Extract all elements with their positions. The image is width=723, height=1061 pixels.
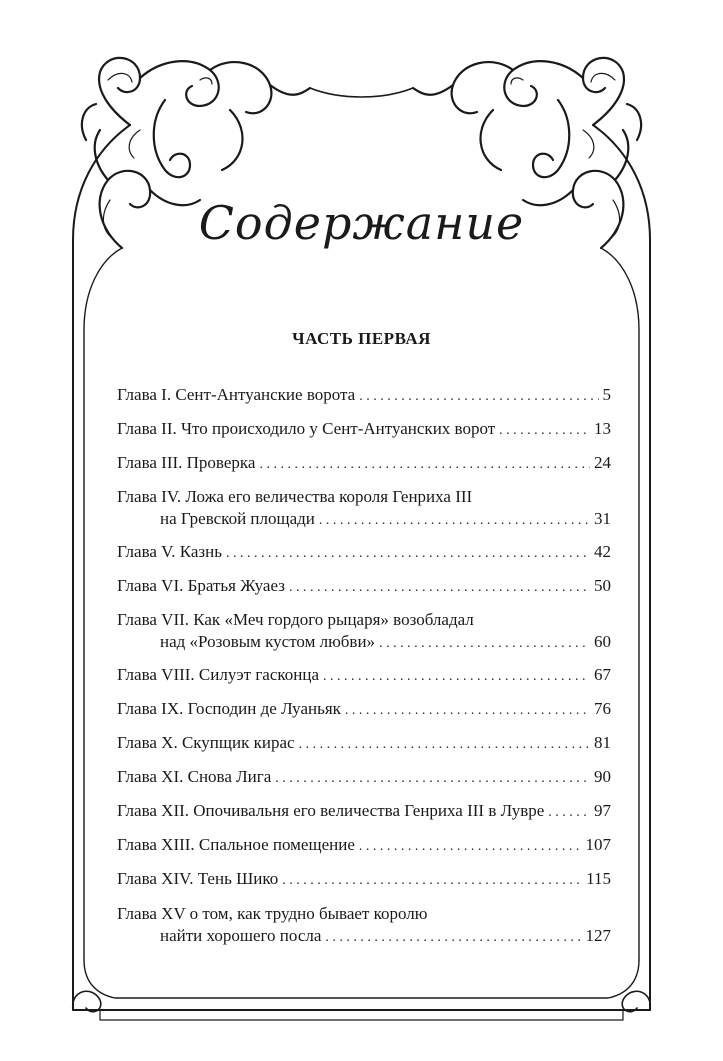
toc-entry-title: Глава II. Что происходило у Сент-Антуанских ворот xyxy=(117,419,496,438)
dot-leader xyxy=(548,800,590,824)
toc-entry[interactable] xyxy=(117,800,611,824)
toc-entry-page: 90 xyxy=(594,767,611,786)
toc-entry-page: 42 xyxy=(594,542,611,561)
dot-leader xyxy=(359,384,598,408)
toc-entry[interactable] xyxy=(117,903,611,949)
toc-entry-title: Глава V. Казнь xyxy=(117,542,222,561)
dot-leader xyxy=(499,418,590,442)
toc-entry-title: Глава VI. Братья Жуаез xyxy=(117,576,285,595)
toc-entry-page: 5 xyxy=(602,385,611,404)
toc-entry[interactable] xyxy=(117,732,611,756)
toc-entry[interactable] xyxy=(117,418,611,442)
toc-entry-title: Глава XIV. Тень Шико xyxy=(117,869,279,888)
toc-entry-page: 107 xyxy=(585,835,611,854)
toc-entry[interactable] xyxy=(117,541,611,565)
toc-entry-title: Глава VIII. Силуэт гасконца xyxy=(117,665,320,684)
toc-entry[interactable] xyxy=(117,698,611,722)
toc-entry[interactable] xyxy=(117,384,611,408)
dot-leader xyxy=(275,766,590,790)
toc-entry[interactable] xyxy=(117,868,611,892)
toc-entry-title: Глава I. Сент-Антуанские ворота xyxy=(117,385,356,404)
toc-entry[interactable] xyxy=(117,452,611,476)
toc-entry-title-line1: Глава IV. Ложа его величества короля Генриха III xyxy=(117,487,473,506)
toc-entry-title: Глава X. Скупщик кирас xyxy=(117,733,295,752)
toc-entry[interactable] xyxy=(117,486,611,532)
dot-leader xyxy=(359,834,582,858)
dot-leader xyxy=(259,452,590,476)
page-title: Содержание xyxy=(198,196,525,250)
dot-leader xyxy=(325,925,581,949)
toc-entry-page: 24 xyxy=(594,453,611,472)
toc-entry-title-line1: Глава VII. Как «Меч гордого рыцаря» возобладал xyxy=(117,610,474,629)
toc-entry-page: 50 xyxy=(594,576,611,595)
toc-entry-title: над «Розовым кустом любви» xyxy=(160,632,376,651)
toc-entry-title: на Гревской площади xyxy=(160,509,315,528)
part-heading: ЧАСТЬ ПЕРВАЯ xyxy=(292,329,431,348)
toc-entry-title: Глава XIII. Спальное помещение xyxy=(117,835,355,854)
toc-entry-page: 115 xyxy=(586,869,611,888)
toc-entry-title: Глава III. Проверка xyxy=(117,453,256,472)
toc-entry[interactable] xyxy=(117,609,611,655)
toc-entry-page: 31 xyxy=(594,509,611,528)
dot-leader xyxy=(345,698,590,722)
toc-entry-title: Глава IX. Господин де Луаньяк xyxy=(117,699,341,718)
toc-entry-page: 60 xyxy=(594,632,611,651)
toc-entry-page: 81 xyxy=(594,733,611,752)
toc-entry-page: 127 xyxy=(585,926,611,945)
toc-entry-title: найти хорошего посла xyxy=(160,926,322,945)
toc-entry-title: Глава XII. Опочивальня его величества Генриха III в Лувре xyxy=(117,801,545,820)
toc-entry-page: 67 xyxy=(594,665,611,684)
dot-leader xyxy=(282,868,582,892)
toc-entry-page: 97 xyxy=(594,801,611,820)
toc-entry-page: 13 xyxy=(594,419,611,438)
toc-entry[interactable] xyxy=(117,766,611,790)
toc-entry-title: Глава XI. Снова Лига xyxy=(117,767,272,786)
dot-leader xyxy=(379,631,590,655)
toc-entry[interactable] xyxy=(117,664,611,688)
dot-leader xyxy=(299,732,590,756)
toc-entry-page: 76 xyxy=(594,699,611,718)
dot-leader xyxy=(226,541,590,565)
dot-leader xyxy=(323,664,590,688)
toc-entry-title-line1: Глава XV о том, как трудно бывает королю xyxy=(117,904,428,923)
toc-entry[interactable] xyxy=(117,575,611,599)
dot-leader xyxy=(289,575,590,599)
dot-leader xyxy=(319,508,590,532)
toc-entry[interactable] xyxy=(117,834,611,858)
